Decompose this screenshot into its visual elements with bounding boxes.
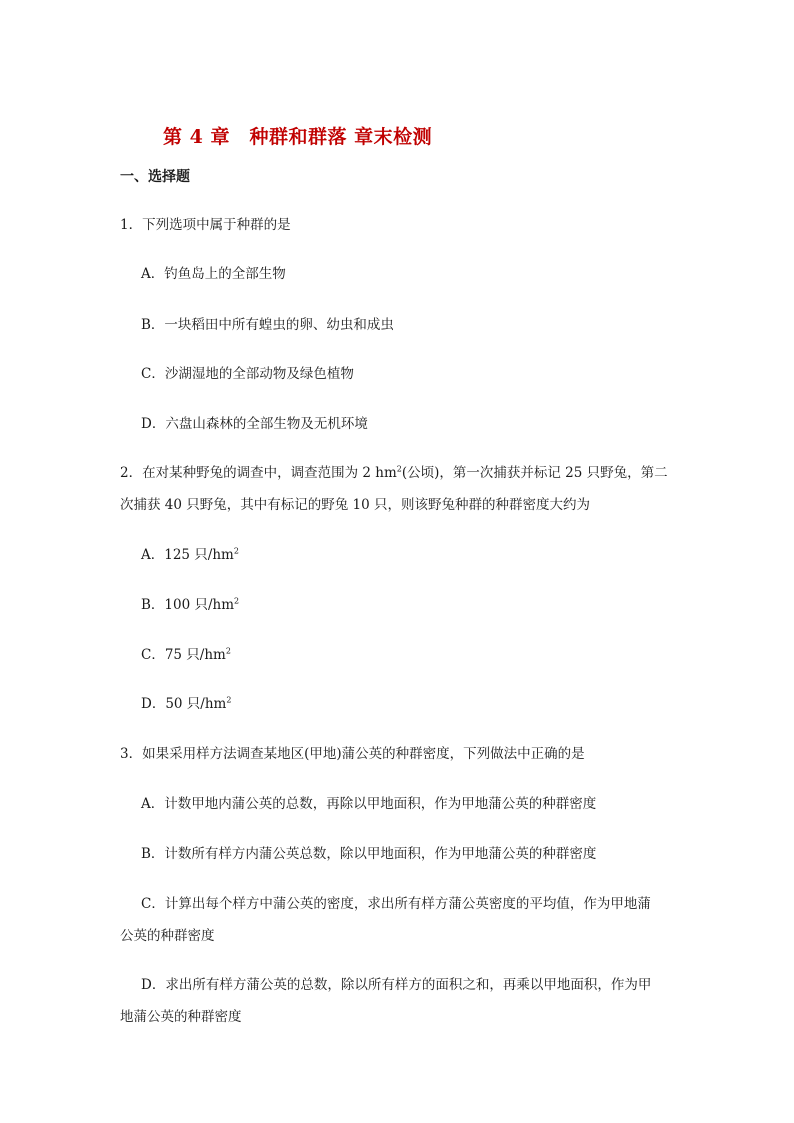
superscript: 2 [233,546,239,556]
question-2-stem-line-2: 次捕获 40 只野兔，其中有标记的野兔 10 只，则该野兔种群的种群密度大约为 [120,497,591,513]
question-1-option-c: C．沙湖湿地的全部动物及绿色植物 [141,366,354,382]
question-2-stem-line-1 [120,463,668,483]
section-heading: 一、选择题 [120,169,190,185]
question-3-option-c-line-1: C．计算出每个样方中蒲公英的密度，求出所有样方蒲公英密度的平均值，作为甲地蒲 [141,896,651,912]
question-2-option-c [141,645,231,665]
option-text: B．100 只/hm [141,597,235,613]
question-3-option-d-line-2: 地蒲公英的种群密度 [120,1009,242,1025]
question-2-option-d [141,694,231,714]
superscript: 2 [396,464,402,474]
question-3-option-a: A．计数甲地内蒲公英的总数，再除以甲地面积，作为甲地蒲公英的种群密度 [141,796,597,812]
question-3-option-d-line-1: D．求出所有样方蒲公英的总数，除以所有样方的面积之和，再乘以甲地面积，作为甲 [141,977,652,993]
question-2-option-a [141,545,239,565]
question-3-stem: 3．如果采用样方法调查某地区(甲地)蒲公英的种群密度，下列做法中正确的是 [120,746,585,762]
question-1-option-a: A．钓鱼岛上的全部生物 [141,266,286,282]
superscript: 2 [225,646,231,656]
question-3-option-b: B．计数所有样方内蒲公英总数，除以甲地面积，作为甲地蒲公英的种群密度 [141,846,597,862]
option-text: C．75 只/hm [141,647,226,663]
question-3-option-c-line-2: 公英的种群密度 [120,928,215,944]
question-1-option-b: B．一块稻田中所有蝗虫的卵、幼虫和成虫 [141,317,394,333]
question-1-stem: 1．下列选项中属于种群的是 [120,217,291,233]
question-2-stem-text: (公顷)，第一次捕获并标记 25 只野兔，第二 [401,465,668,481]
option-text: A．125 只/hm [141,547,234,563]
page-title: 第 4 章 种群和群落 章末检测 [163,126,433,148]
question-2-option-b [141,595,239,615]
option-text: D．50 只/hm [141,696,227,712]
superscript: 2 [226,695,232,705]
question-1-option-d: D．六盘山森林的全部生物及无机环境 [141,416,368,432]
question-2-stem-text: 2．在对某种野兔的调查中，调查范围为 2 hm [120,465,397,481]
superscript: 2 [234,596,240,606]
